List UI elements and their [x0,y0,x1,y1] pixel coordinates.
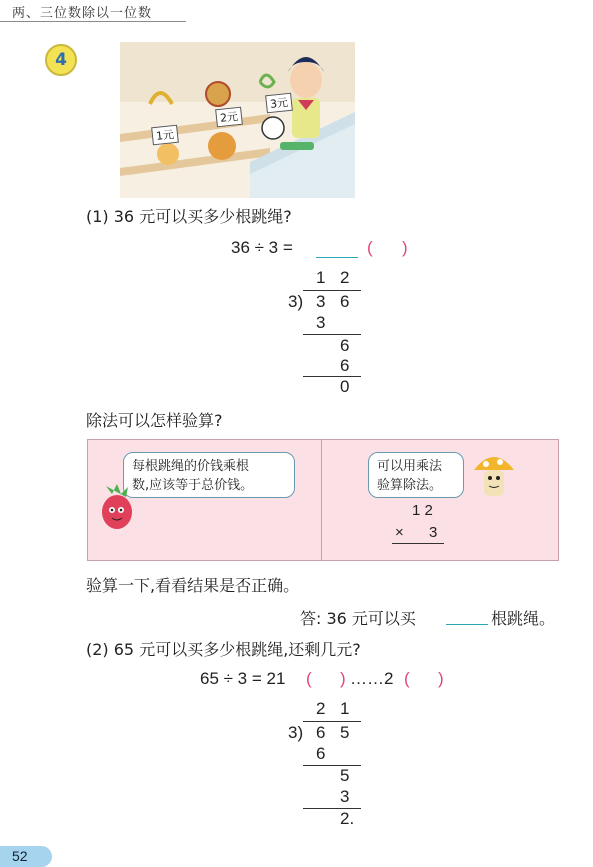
answer-prefix: 答: 36 元可以买 [300,609,416,628]
question-1: (1) 36 元可以买多少根跳绳? [86,207,292,226]
q2-paren-open-2: ( [404,669,410,688]
q2-equation: 65 ÷ 3 = 21 [200,669,286,688]
q1-step-row: 3 [316,313,326,332]
mushroom-character-icon [470,450,518,504]
q1-division-bar [303,290,361,291]
q1-paren-close: ) [402,238,408,257]
q1-dividend-digit: 6 [340,292,350,311]
left-speech-bubble [123,452,295,498]
q2-quotient-digit: 1 [340,699,350,718]
check-mult-top: 1 2 [412,502,433,519]
page-number: 52 [0,846,52,867]
q1-divisor: 3) [288,292,304,311]
price-tag-1: 1元 [151,125,179,146]
panel-divider [321,440,322,560]
q2-paren-open: ( [306,669,312,688]
answer-suffix: 根跳绳。 [491,609,556,628]
q1-step-rule [303,334,361,335]
q2-dividend-digit: 5 [340,723,350,742]
strawberry-character-icon [96,480,138,532]
left-bubble-line: 每根跳绳的价钱乘根 [132,459,250,474]
q1-quotient-digit: 2 [340,268,350,287]
q2-paren-close: ) [340,669,346,688]
check-heading: 除法可以怎样验算? [86,411,223,430]
q1-equation: 36 ÷ 3 = [231,238,293,257]
q1-dividend-digit: 3 [316,292,326,311]
header-rule [0,21,186,22]
q1-step-rule [303,376,361,377]
example-number-badge: 4 [45,44,77,76]
q1-paren-open: ( [367,238,373,257]
q1-remainder: 0 [340,377,350,396]
right-speech-bubble [368,452,464,498]
q2-division-bar [303,721,361,722]
q1-step-row: 6 [340,356,350,375]
q1-answer-blank[interactable] [316,237,358,258]
check-mult-operator: × [395,524,404,541]
check-mult-rule [392,543,444,544]
q2-dividend-digit: 6 [316,723,326,742]
chapter-title: 两、三位数除以一位数 [12,6,153,21]
q2-step-rule [303,765,361,766]
q2-divisor: 3) [288,723,304,742]
right-bubble-line: 验算除法。 [377,478,443,493]
q2-remainder-dots: ……2 [350,669,394,688]
right-bubble-line: 可以用乘法 [377,459,443,474]
check-mult-bottom: 3 [429,524,438,541]
q2-step-row: 3 [340,787,350,806]
price-tag-3: 3元 [265,93,293,114]
left-bubble-line: 数,应该等于总价钱。 [132,478,254,493]
q1-step-row: 6 [340,336,350,355]
q2-paren-close-2: ) [438,669,444,688]
verify-instruction: 验算一下,看看结果是否正确。 [86,576,300,595]
q2-step-row: 5 [340,766,350,785]
shop-illustration [120,42,355,198]
answer-blank[interactable] [446,604,488,625]
question-2: (2) 65 元可以买多少根跳绳,还剩几元? [86,640,361,659]
q1-quotient-digit: 1 [316,268,326,287]
price-tag-2: 2元 [215,107,243,128]
q2-step-row: 6 [316,744,326,763]
q2-quotient-digit: 2 [316,699,326,718]
q2-remainder: 2. [340,809,355,828]
